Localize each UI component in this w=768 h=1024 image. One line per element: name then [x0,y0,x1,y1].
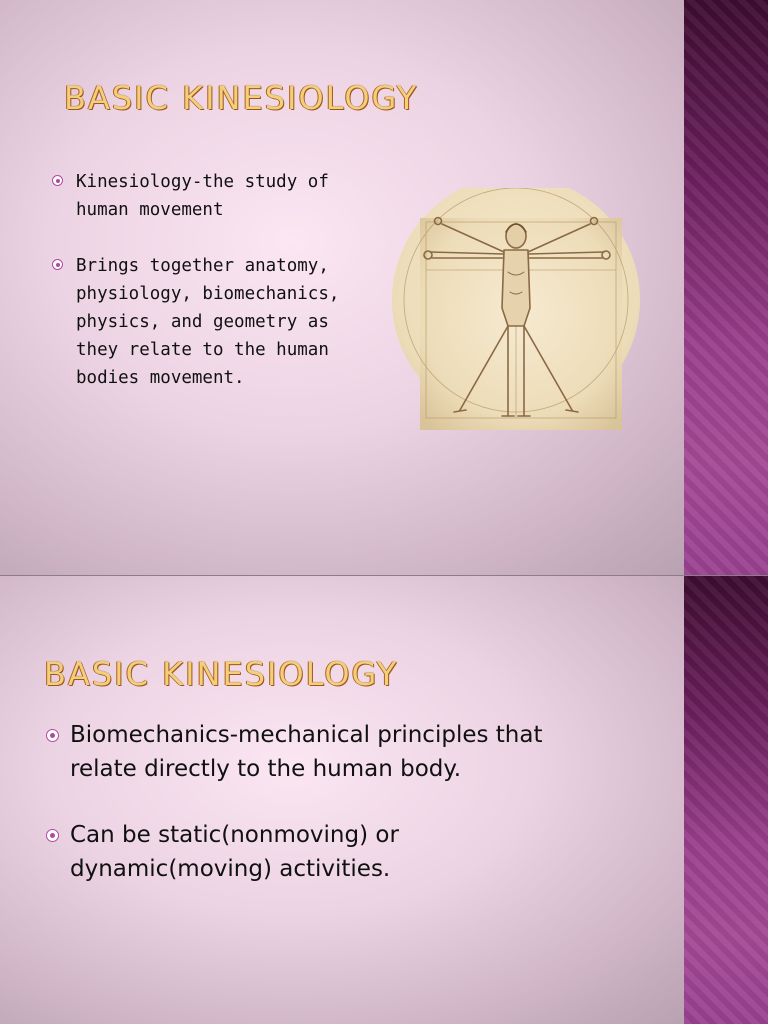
bullet-text: Brings together anatomy, physiology, biomechanics, physics, and geometry as they relate to the human bodies movement. [76,256,340,388]
bullet-list [52,168,342,420]
list-item [46,718,606,786]
bullet-list [46,718,606,918]
bullet-text: Kinesiology-the study of human movement [76,172,329,220]
vitruvian-man-image [390,188,642,430]
bullet-text: Biomechanics-mechanical principles that relate directly to the human body. [70,722,543,782]
slide-title: BASIC KINESIOLOGY [44,655,399,693]
circle-bullet-icon [46,729,59,742]
circle-bullet-icon [46,829,59,842]
decorative-side-stripe [684,576,768,1024]
list-item [46,818,606,886]
list-item [52,252,342,392]
bullet-text: Can be static(nonmoving) or dynamic(moving) activities. [70,822,399,882]
circle-bullet-icon [52,259,63,270]
list-item [52,168,342,224]
circle-bullet-icon [52,175,63,186]
slide-title: BASIC KINESIOLOGY [64,79,419,117]
decorative-side-stripe [684,0,768,575]
